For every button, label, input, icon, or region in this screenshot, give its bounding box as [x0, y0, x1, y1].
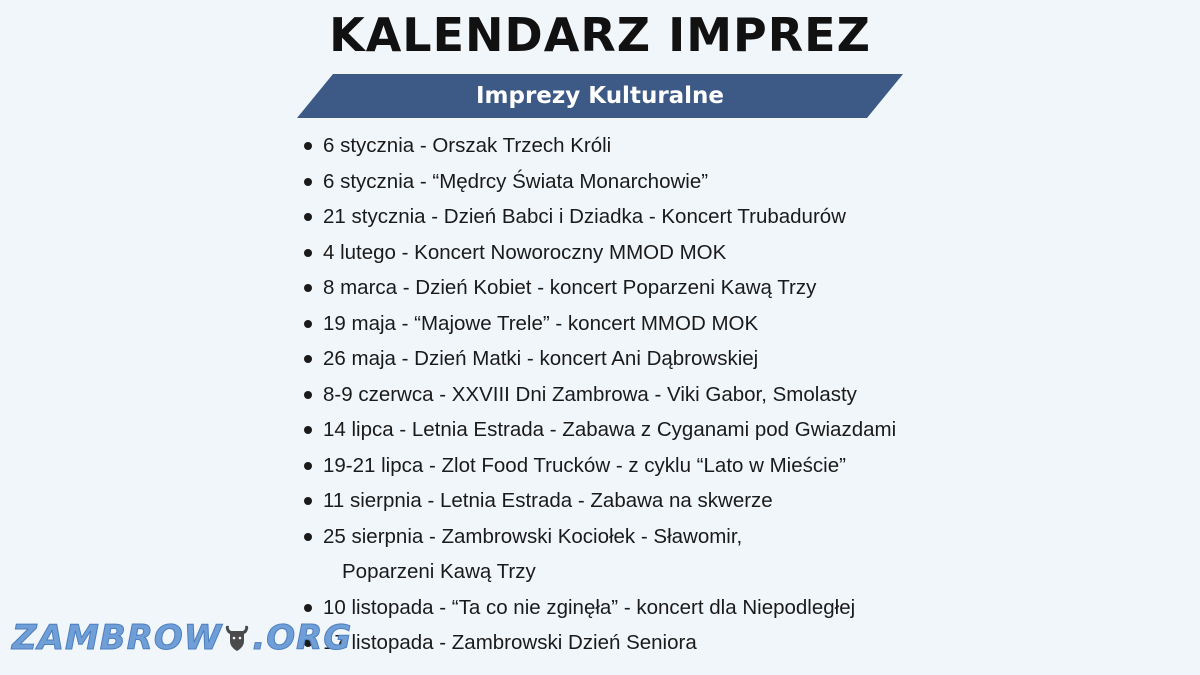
bullet-icon [304, 426, 312, 434]
list-item [300, 483, 896, 519]
event-text: 19-21 lipca - Zlot Food Trucków - z cyklu “Lato w Mieście” [323, 453, 846, 477]
bullet-icon [304, 604, 312, 612]
list-item [300, 519, 896, 590]
subtitle-banner-text: Imprezy Kulturalne [475, 83, 725, 109]
list-item [300, 448, 896, 484]
event-text: 8 marca - Dzień Kobiet - koncert Poparzeni Kawą Trzy [323, 276, 817, 299]
list-item [300, 128, 896, 164]
bullet-icon [304, 142, 312, 150]
event-text: 8-9 czerwca - XXVIII Dni Zambrowa - Viki Gabor, Smolasty [323, 382, 857, 406]
bullet-icon [304, 391, 312, 399]
event-text: 26 maja - Dzień Matki - koncert Ani Dąbrowskiej [323, 347, 759, 370]
event-text: 14 lipca - Letnia Estrada - Zabawa z Cyganami pod Gwiazdami [323, 418, 897, 441]
event-text: 21 stycznia - Dzień Babci i Dziadka - Koncert Trubadurów [323, 205, 846, 228]
list-item [300, 412, 896, 448]
event-text: 4 lutego - Koncert Noworoczny MMOD MOK [323, 240, 727, 264]
event-list [300, 128, 896, 661]
list-item [300, 377, 896, 413]
bullet-icon [304, 533, 312, 541]
bullet-icon [304, 213, 312, 221]
bullet-icon [304, 355, 312, 363]
list-item [300, 270, 896, 306]
bullet-icon [304, 497, 312, 505]
event-text: 10 listopada - “Ta co nie zginęła” - koncert dla Niepodległej [323, 595, 856, 619]
event-text: 11 sierpnia - Letnia Estrada - Zabawa na skwerze [323, 489, 773, 512]
list-item [300, 164, 896, 200]
list-item [300, 306, 896, 342]
bullet-icon [304, 284, 312, 292]
bullet-icon [304, 462, 312, 470]
event-text: 19 maja - “Majowe Trele” - koncert MMOD MOK [323, 311, 759, 335]
list-item [300, 235, 896, 271]
bison-head-icon [224, 623, 250, 653]
site-logo [12, 612, 352, 664]
logo-text-part1: ZAMBROW [12, 618, 223, 658]
event-text-continuation: Poparzeni Kawą Trzy [342, 560, 536, 583]
logo-text-part2: .ORG [252, 618, 353, 658]
page-title: KALENDARZ IMPREZ [329, 8, 871, 62]
list-item [300, 625, 896, 661]
bullet-icon [304, 249, 312, 257]
list-item [300, 199, 896, 235]
bullet-icon [304, 320, 312, 328]
list-item [300, 590, 896, 626]
event-text: 17 listopada - Zambrowski Dzień Seniora [323, 631, 697, 654]
event-text: 25 sierpnia - Zambrowski Kociołek - Sławomir, [323, 524, 743, 548]
event-text: 6 stycznia - “Mędrcy Świata Monarchowie” [323, 169, 709, 193]
bullet-icon [304, 178, 312, 186]
event-text: 6 stycznia - Orszak Trzech Króli [323, 134, 612, 157]
list-item [300, 341, 896, 377]
